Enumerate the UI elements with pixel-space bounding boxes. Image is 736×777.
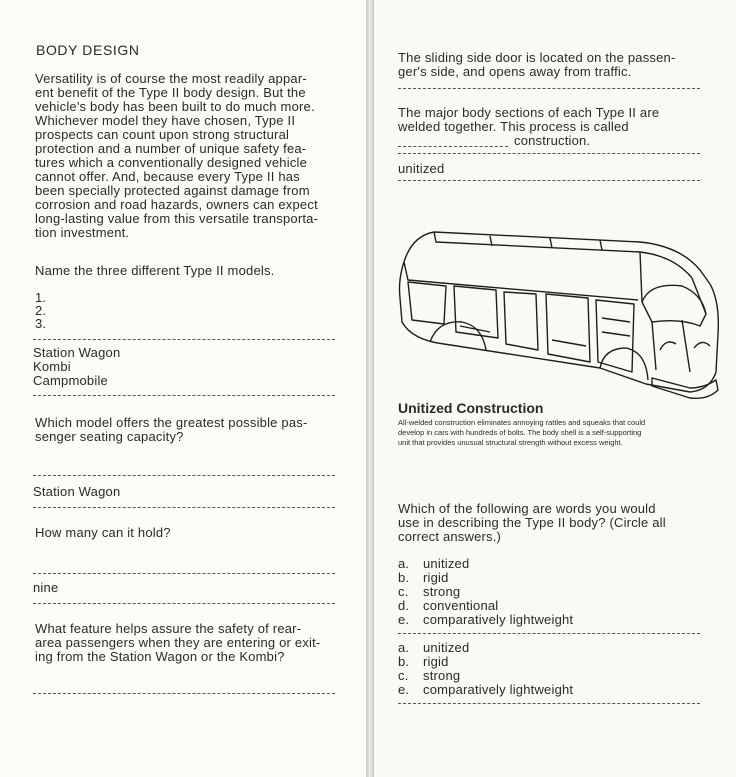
option-text: rigid [423,570,449,585]
option-letter: b. [398,570,410,585]
section-heading: BODY DESIGN [36,42,140,58]
intro-line: protection and a number of unique safety fea- [35,141,307,156]
weld-question: welded together. This process is called [398,119,629,134]
question-capacity: senger seating capacity? [35,429,184,444]
answer-line [398,703,700,704]
weld-answer: unitized [398,161,445,176]
answer-text: unitized [423,640,470,655]
answer-line [398,153,700,154]
left-page [0,0,366,777]
option-letter: a. [398,556,410,571]
sliding-door-text: ger's side, and opens away from traffic. [398,64,632,79]
intro-line: vehicle's body has been built to do much more. [35,99,315,114]
weld-question-tail: construction. [514,133,591,148]
intro-line: tures which a conventionally designed vehicle [35,155,308,170]
answer-letter: e. [398,682,410,697]
intro-line: prospects can count upon strong structural [35,127,290,142]
answer-line [33,339,335,340]
answer-number: 2. [35,303,47,318]
option-letter: d. [398,598,410,613]
figure-caption-line: unit that provides unusual structural strength without excess weight. [398,438,623,447]
describe-question: correct answers.) [398,529,502,544]
answer-letter: c. [398,668,409,683]
capacity-answer: Station Wagon [33,484,121,499]
option-letter: c. [398,584,409,599]
describe-question: use in describing the Type II body? (Circle all [398,515,666,530]
option-text: strong [423,584,461,599]
model-answer: Station Wagon [33,345,121,360]
answer-line [33,603,335,604]
model-answer: Kombi [33,359,71,374]
weld-question: The major body sections of each Type II are [398,105,660,120]
question-capacity: Which model offers the greatest possible pas- [35,415,308,430]
intro-line: Versatility is of course the most readily appar- [35,71,307,86]
answer-line [33,507,335,508]
answer-line [398,633,700,634]
question-safety: ing from the Station Wagon or the Kombi? [35,649,285,664]
answer-line [398,180,700,181]
intro-line: cannot offer. And, because every Type II has [35,169,300,184]
option-text: unitized [423,556,470,571]
intro-line: been specially protected against damage from [35,183,310,198]
answer-line [33,573,335,574]
option-text: conventional [423,598,499,613]
answer-text: comparatively lightweight [423,682,574,697]
intro-line: tion investment. [35,225,130,240]
model-answer: Campmobile [33,373,108,388]
answer-text: strong [423,668,461,683]
answer-line [33,693,335,694]
hold-answer: nine [33,580,59,595]
intro-line: ent benefit of the Type II body design. But the [35,85,306,100]
right-page [374,0,736,777]
answer-letter: a. [398,640,410,655]
question-safety: area passengers when they are entering or exit- [35,635,321,650]
page-gutter [366,0,374,777]
figure-caption-line: All-welded construction eliminates annoying rattles and squeaks that could [398,418,646,427]
answer-number: 3. [35,316,47,331]
sliding-door-text: The sliding side door is located on the passen- [398,50,676,65]
answer-line [33,475,335,476]
answer-number: 1. [35,290,47,305]
answer-line [33,395,335,396]
option-letter: e. [398,612,410,627]
question-hold: How many can it hold? [35,525,171,540]
intro-line: corrosion and road hazards, owners can expect [35,197,318,212]
fill-in-blank [398,146,508,147]
question-models: Name the three different Type II models. [35,263,275,278]
intro-line: Whichever model they have chosen, Type II [35,113,296,128]
answer-letter: b. [398,654,410,669]
describe-question: Which of the following are words you would [398,501,656,516]
answer-line [398,88,700,89]
figure-caption-title: Unitized Construction [398,400,544,416]
figure-caption-line: develop in cars with hundreds of bolts. The body shell is a self-supporting [398,428,642,437]
intro-line: long-lasting value from this versatile transporta- [35,211,319,226]
answer-text: rigid [423,654,449,669]
van-body-shell-illustration [390,222,720,404]
option-text: comparatively lightweight [423,612,574,627]
question-safety: What feature helps assure the safety of rear- [35,621,302,636]
